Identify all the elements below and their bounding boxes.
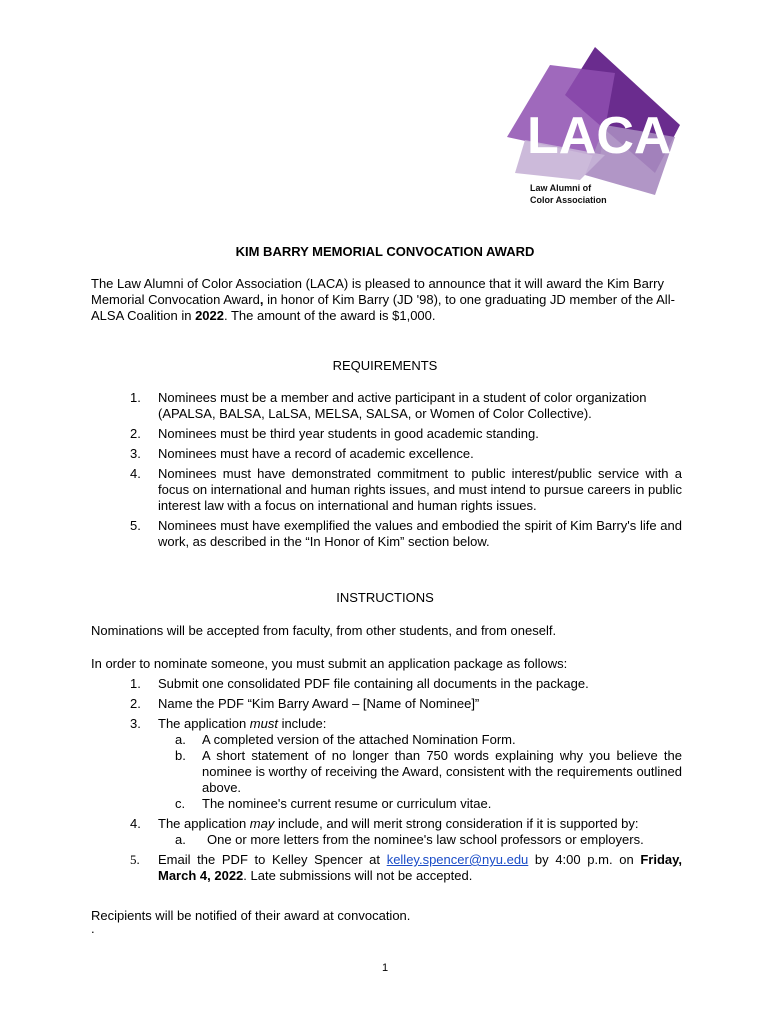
item4-pre: The application (158, 816, 250, 831)
page-number: 1 (381, 962, 389, 974)
list-text: Submit one consolidated PDF file containing all documents in the package. (158, 676, 589, 691)
list-item (130, 852, 682, 884)
deadline-date: Friday, March 4, 2022 (158, 852, 683, 883)
sub-list-item (175, 732, 682, 748)
email-link[interactable]: kelley.spencer@nyu.edu (386, 852, 529, 867)
intro-year: 2022 (195, 308, 224, 323)
logo-subtitle-line1: Law Alumni of (530, 183, 592, 193)
logo-subtitle-line2: Color Association (530, 195, 607, 205)
intro-comma: , (259, 292, 264, 307)
item3-pre: The application (158, 716, 250, 731)
document-title: KIM BARRY MEMORIAL CONVOCATION AWARD (235, 244, 535, 259)
list-item (130, 816, 682, 832)
instructions-heading: INSTRUCTIONS (336, 590, 434, 605)
list-text: Nominees must have a record of academic excellence. (158, 446, 474, 461)
requirements-list (130, 390, 682, 550)
list-number: 1. (130, 676, 141, 691)
logo-subtitle (530, 182, 607, 206)
item5-pre: Email the PDF to Kelley Spencer at (158, 852, 387, 867)
item5-mid: by 4:00 p.m. on (528, 852, 641, 867)
list-item (130, 466, 682, 514)
intro-part1: The Law Alumni of Color Association (LACA) is pleased to announce that it will award the Kim Barry Memorial Convocation Award (91, 276, 664, 307)
list-item (130, 716, 682, 732)
item3-emphasis: must (249, 716, 278, 731)
sub-list-text: A short statement of no longer than 750 words explaining why you believe the nominee is worthy of receiving the Award, consistent with the requirements outlined above. (202, 748, 682, 795)
list-item (130, 390, 682, 422)
list-item (130, 696, 682, 712)
list-item (130, 518, 682, 550)
closing-paragraph: Recipients will be notified of their award at convocation. (91, 908, 411, 923)
sub-list-letter: a. (175, 732, 186, 747)
list-number: 4. (130, 816, 141, 831)
item3-post: include: (277, 716, 327, 731)
sub-list-letter: a. (175, 832, 186, 847)
list-item (130, 676, 682, 692)
list-item (130, 446, 682, 462)
list-text: Nominees must have exemplified the values and embodied the spirit of Kim Barry's life and work, as described in the “In Honor of Kim” section below. (158, 518, 682, 549)
item5-post: . Late submissions will not be accepted. (243, 868, 473, 883)
instructions-list (130, 676, 682, 884)
list-number: 5. (130, 852, 140, 867)
requirements-heading: REQUIREMENTS (332, 358, 438, 373)
list-text (158, 716, 682, 732)
list-text: Nominees must be third year students in good academic standing. (158, 426, 539, 441)
item4-sublist (175, 832, 682, 848)
sub-list-letter: b. (175, 748, 186, 763)
list-number: 1. (130, 390, 141, 405)
sub-list-item (175, 748, 682, 796)
sub-list-item (175, 832, 682, 848)
list-number: 3. (130, 446, 141, 461)
sub-list-text: The nominee's current resume or curriculum vitae. (202, 796, 492, 811)
list-text: Nominees must be a member and active participant in a student of color organization (APALSA, BALSA, LaLSA, MELSA, SALSA, or Women of Color Collective). (158, 390, 647, 421)
list-number: 2. (130, 696, 141, 711)
list-text: Name the PDF “Kim Barry Award – [Name of Nominee]” (158, 696, 480, 711)
intro-part3: . The amount of the award is $1,000. (224, 308, 436, 323)
intro-paragraph (91, 276, 681, 324)
list-text: Nominees must have demonstrated commitment to public interest/public service with a focus on international and human rights issues, and must intend to pursue careers in public interest law with a focus on international and human rights issues. (158, 466, 682, 513)
instructions-para1: Nominations will be accepted from faculty, from other students, and from oneself. (91, 623, 557, 638)
item4-emphasis: may (249, 816, 275, 831)
sub-list-letter: c. (175, 796, 186, 811)
item3-sublist (175, 732, 682, 812)
instructions-para2: In order to nominate someone, you must submit an application package as follows: (91, 656, 568, 671)
item4-post: include, and will merit strong consideration if it is supported by: (274, 816, 639, 831)
sub-list-text: One or more letters from the nominee's law school professors or employers. (207, 832, 644, 847)
list-item (130, 426, 682, 442)
list-text (158, 816, 682, 832)
intro-part2: in honor of Kim Barry (JD '98), to one graduating JD member of the All-ALSA Coalition in (91, 292, 675, 323)
list-text (158, 852, 682, 884)
closing-dot: . (91, 921, 95, 936)
list-number: 3. (130, 716, 141, 731)
sub-list-item (175, 796, 682, 812)
list-number: 4. (130, 466, 141, 481)
logo-text: LACA (527, 107, 672, 165)
list-number: 2. (130, 426, 141, 441)
list-number: 5. (130, 518, 141, 533)
sub-list-text: A completed version of the attached Nomination Form. (202, 732, 516, 747)
